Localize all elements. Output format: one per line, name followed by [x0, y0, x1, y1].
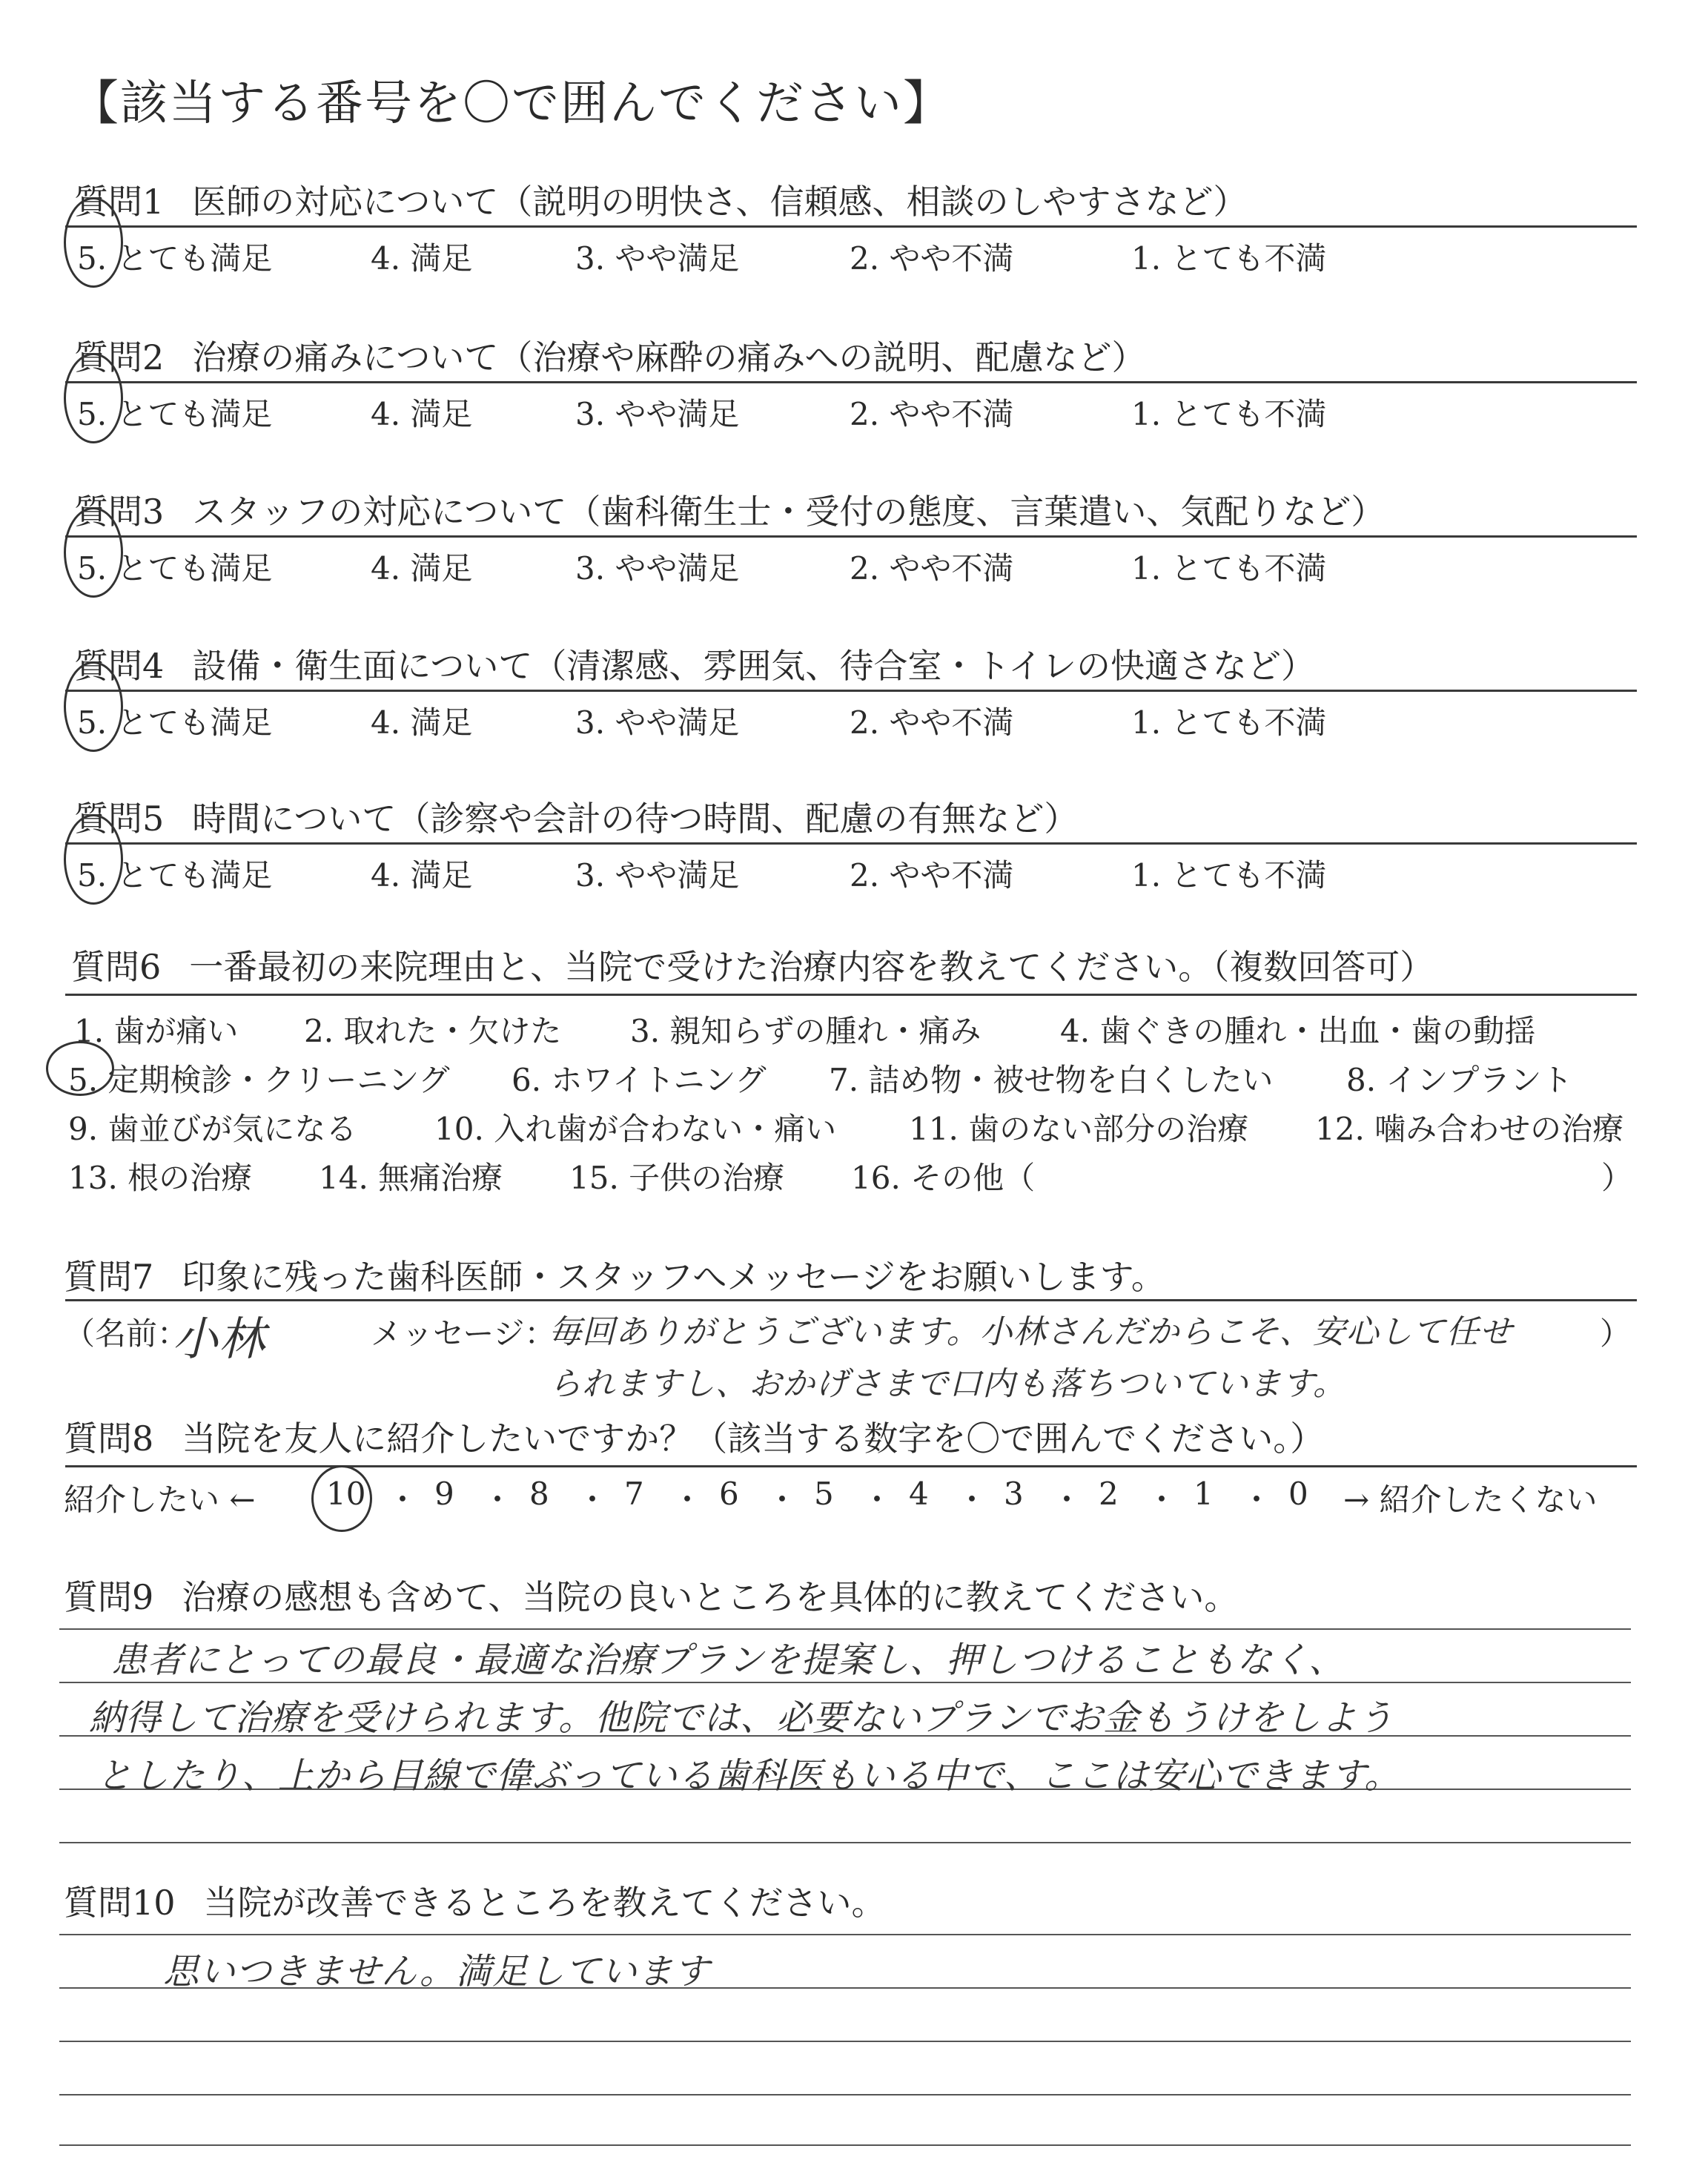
q6-option-4[interactable]: 4. 歯ぐきの腫れ・出血・歯の動揺	[1060, 1013, 1536, 1049]
q8-score-6[interactable]: 6	[719, 1476, 739, 1512]
q8-label: 質問8	[64, 1418, 154, 1459]
q3-rating-2[interactable]: 2. やや不満	[850, 550, 1014, 587]
q7-message-line-2: られますし、おかげさまで口内も落ちついています。	[549, 1365, 1347, 1403]
q6-option-7[interactable]: 7. 詰め物・被せ物を白くしたい	[829, 1062, 1274, 1098]
q2-rating-5[interactable]: 5. とても満足	[77, 396, 273, 432]
q6-option-10[interactable]: 10. 入れ歯が合わない・痛い	[434, 1111, 837, 1147]
q10-line-4	[59, 2094, 1631, 2095]
q2-rating-5-circle-mark	[64, 353, 123, 443]
q8-score-3[interactable]: 3	[1004, 1476, 1024, 1512]
q6-option-8[interactable]: 8. インプラント	[1346, 1062, 1573, 1098]
q8-score-8[interactable]: 8	[529, 1476, 549, 1512]
q6-rule	[65, 994, 1637, 996]
q6-option-11[interactable]: 11. 歯のない部分の治療	[909, 1111, 1249, 1147]
q7-rule	[65, 1299, 1637, 1301]
q6-option-12[interactable]: 12. 噛み合わせの治療	[1315, 1111, 1624, 1147]
q8-score-2[interactable]: 2	[1099, 1476, 1119, 1512]
q9-label: 質問9	[64, 1577, 154, 1617]
q5-rating-1[interactable]: 1. とても不満	[1131, 857, 1327, 894]
q9-answer-line-1: 患者にとっての最良・最適な治療プランを提案し、押しつけることもなく、	[111, 1639, 1345, 1681]
q8-score-10[interactable]: 10	[326, 1476, 366, 1512]
q9-answer-line-3: としたり、上から目線で偉ぶっている歯科医もいる中で、ここは安心できます。	[96, 1755, 1401, 1797]
q6-option-5-circle-mark	[46, 1041, 114, 1096]
q8-score-0[interactable]: 0	[1288, 1476, 1308, 1512]
q7-text: 印象に残った歯科医師・スタッフへメッセージをお願いします。	[182, 1257, 1165, 1297]
q3-rating-4[interactable]: 4. 満足	[371, 550, 473, 587]
q1-rating-1[interactable]: 1. とても不満	[1131, 240, 1327, 277]
q4-rating-3[interactable]: 3. やや満足	[575, 704, 740, 741]
q7-message-line-1: 毎回ありがとうございます。小林さんだからこそ、安心して任せ	[549, 1313, 1513, 1351]
q8-score-9[interactable]: 9	[434, 1476, 454, 1512]
q1-rating-4[interactable]: 4. 満足	[371, 240, 473, 277]
q10-heading	[64, 1876, 886, 1925]
q9-line-5	[59, 1842, 1631, 1843]
q6-option-2[interactable]: 2. 取れた・欠けた	[304, 1013, 562, 1049]
q2-rating-2[interactable]: 2. やや不満	[850, 396, 1014, 432]
q5-rating-2[interactable]: 2. やや不満	[850, 857, 1014, 894]
q6-option-6[interactable]: 6. ホワイトニング	[512, 1062, 767, 1098]
q1-rating-5-circle-mark	[64, 197, 123, 288]
q10-label: 質問10	[64, 1883, 176, 1923]
q6-option-15[interactable]: 15. 子供の治療	[569, 1160, 785, 1196]
q8-score-4[interactable]: 4	[909, 1476, 929, 1512]
q4-rating-4[interactable]: 4. 満足	[371, 704, 473, 741]
q6-close-paren: ）	[1601, 1160, 1633, 1196]
q5-label: 質問5	[74, 799, 165, 839]
q4-rating-2[interactable]: 2. やや不満	[850, 704, 1014, 741]
q8-scale-separator: ・	[1241, 1482, 1273, 1518]
q10-line-5	[59, 2144, 1631, 2146]
q8-heading	[64, 1412, 1324, 1461]
q8-scale-separator: ・	[482, 1482, 514, 1518]
q4-rating-1[interactable]: 1. とても不満	[1131, 704, 1327, 741]
q1-rating-3[interactable]: 3. やや満足	[575, 240, 740, 277]
q10-line-3	[59, 2041, 1631, 2042]
q7-message-label: メッセージ：	[371, 1315, 556, 1352]
q1-label: 質問1	[74, 182, 165, 222]
q7-name-label: （名前：	[64, 1315, 189, 1352]
q2-label: 質問2	[74, 337, 165, 377]
q6-text: 一番最初の来院理由と、当院で受けた治療内容を教えてください。（複数回答可）	[189, 947, 1434, 987]
q5-rating-3[interactable]: 3. やや満足	[575, 857, 740, 894]
q9-text: 治療の感想も含めて、当院の良いところを具体的に教えてください。	[182, 1577, 1239, 1617]
q2-rule	[65, 381, 1637, 383]
q9-line-1	[59, 1628, 1631, 1630]
q8-left-label: 紹介したい ←	[64, 1482, 256, 1518]
q3-label: 質問3	[74, 492, 165, 532]
q8-scale-separator: ・	[861, 1482, 893, 1518]
q6-heading	[71, 940, 1434, 989]
q4-label: 質問4	[74, 646, 165, 686]
q3-heading	[74, 485, 1385, 534]
q1-rating-2[interactable]: 2. やや不満	[850, 240, 1014, 277]
q6-option-1[interactable]: 1. 歯が痛い	[74, 1013, 239, 1049]
form-title: 【該当する番号を〇で囲んでください】	[71, 76, 952, 131]
q6-option-14[interactable]: 14. 無痛治療	[319, 1160, 503, 1196]
q8-text: 当院を友人に紹介したいですか？（該当する数字を〇で囲んでください。）	[182, 1418, 1325, 1459]
q8-scale-separator: ・	[956, 1482, 988, 1518]
q4-rating-5-circle-mark	[64, 661, 123, 752]
q1-text: 医師の対応について（説明の明快さ、信頼感、相談のしやすさなど）	[192, 182, 1248, 222]
q7-label: 質問7	[64, 1257, 154, 1297]
q5-rating-4[interactable]: 4. 満足	[371, 857, 473, 894]
q3-rating-1[interactable]: 1. とても不満	[1131, 550, 1327, 587]
q6-option-13[interactable]: 13. 根の治療	[68, 1160, 253, 1196]
q8-scale-separator: ・	[577, 1482, 609, 1518]
q4-rating-5[interactable]: 5. とても満足	[77, 704, 273, 741]
q5-heading	[74, 792, 1078, 841]
q8-score-5[interactable]: 5	[814, 1476, 834, 1512]
q6-option-3[interactable]: 3. 親知らずの腫れ・痛み	[630, 1013, 982, 1049]
q8-score-1[interactable]: 1	[1194, 1476, 1214, 1512]
q3-rating-5[interactable]: 5. とても満足	[77, 550, 273, 587]
q4-rule	[65, 690, 1637, 692]
q8-scale-separator: ・	[1051, 1482, 1083, 1518]
q7-name-value: 小林	[172, 1312, 266, 1366]
q8-score-10-circle-mark	[311, 1465, 372, 1532]
q1-rule	[65, 225, 1637, 228]
q6-option-16[interactable]: 16. その他（	[851, 1160, 1036, 1196]
q5-rating-5-circle-mark	[64, 814, 123, 905]
q4-text: 設備・衛生面について（清潔感、雰囲気、待合室・トイレの快適さなど）	[192, 646, 1316, 686]
q2-text: 治療の痛みについて（治療や麻酔の痛みへの説明、配慮など）	[192, 337, 1146, 377]
q3-rating-5-circle-mark	[64, 507, 123, 598]
q8-score-7[interactable]: 7	[624, 1476, 644, 1512]
q8-right-label: → 紹介したくない	[1343, 1482, 1598, 1518]
q9-heading	[64, 1571, 1238, 1619]
q1-heading	[74, 175, 1248, 224]
q10-text: 当院が改善できるところを教えてください。	[203, 1883, 886, 1923]
q5-rating-5[interactable]: 5. とても満足	[77, 857, 273, 894]
q10-answer: 思いつきません。満足しています	[163, 1951, 710, 1992]
q3-rating-3[interactable]: 3. やや満足	[575, 550, 740, 587]
q4-heading	[74, 639, 1315, 688]
q8-scale-separator: ・	[387, 1482, 419, 1518]
q3-text: スタッフの対応について（歯科衛生士・受付の態度、言葉遣い、気配りなど）	[192, 492, 1386, 532]
q2-rating-4[interactable]: 4. 満足	[371, 396, 473, 432]
q5-text: 時間について（診察や会計の待つ時間、配慮の有無など）	[192, 799, 1079, 839]
q2-heading	[74, 331, 1145, 380]
q6-option-5[interactable]: 5. 定期検診・クリーニング	[68, 1062, 450, 1098]
q9-answer-line-2: 納得して治療を受けられます。他院では、必要ないプランでお金もうけをしよう	[89, 1697, 1394, 1739]
q7-heading	[64, 1250, 1165, 1299]
q7-close-paren: ）	[1600, 1315, 1632, 1352]
q8-scale-separator: ・	[767, 1482, 798, 1518]
q10-line-1	[59, 1934, 1631, 1935]
q3-rule	[65, 535, 1637, 538]
q8-scale-separator: ・	[672, 1482, 704, 1518]
q8-rule	[65, 1465, 1637, 1467]
q5-rule	[65, 842, 1637, 845]
q2-rating-1[interactable]: 1. とても不満	[1131, 396, 1327, 432]
q6-option-9[interactable]: 9. 歯並びが気になる	[68, 1111, 357, 1147]
q2-rating-3[interactable]: 3. やや満足	[575, 396, 740, 432]
q1-rating-5[interactable]: 5. とても満足	[77, 240, 273, 277]
q6-label: 質問6	[71, 947, 162, 987]
q8-scale-separator: ・	[1146, 1482, 1178, 1518]
